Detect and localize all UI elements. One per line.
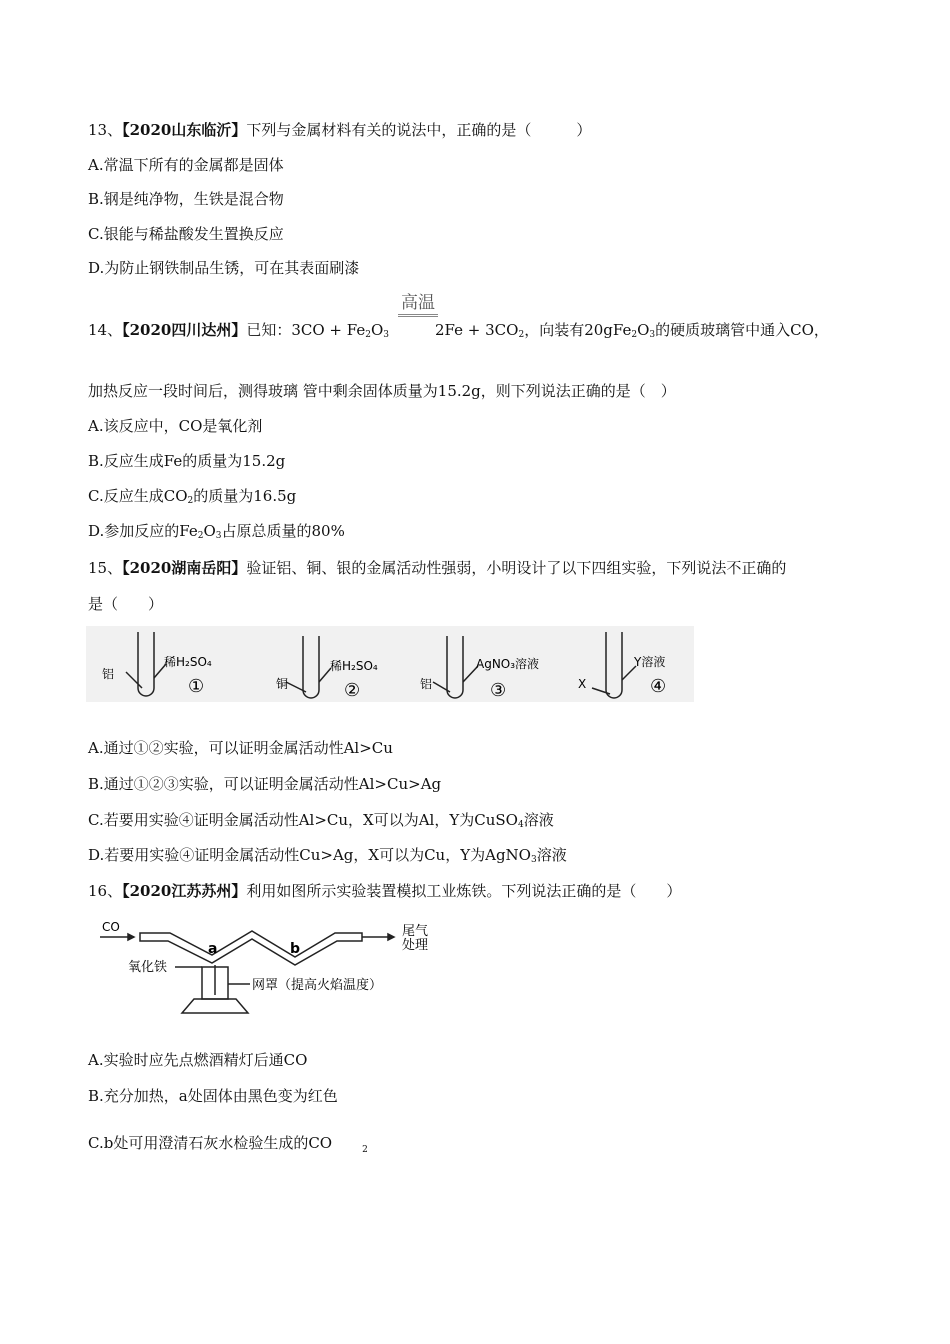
tube4-solution-label: Y溶液 bbox=[634, 655, 666, 669]
q13-option-c: C.银能与稀盐酸发生置换反应 bbox=[88, 225, 284, 243]
q15-stem-line2: 是（ ） bbox=[88, 595, 164, 613]
tube2-metal-label: 铜 bbox=[276, 677, 289, 691]
tube1-number: ① bbox=[188, 676, 205, 697]
mesh-label: 网罩（提高火焰温度） bbox=[252, 978, 383, 993]
tube3-number: ③ bbox=[490, 680, 507, 701]
tube1-metal-label: 铝 bbox=[102, 667, 115, 681]
point-a-label: a bbox=[208, 941, 218, 957]
q15-option-a: A.通过①②实验，可以证明金属活动性Al>Cu bbox=[88, 739, 393, 757]
q15-option-b: B.通过①②③实验，可以证明金属活动性Al>Cu>Ag bbox=[88, 775, 442, 793]
q15-option-d: D.若要用实验④证明金属活动性Cu>Ag，X可以为Cu，Y为AgNO$_3$溶液 bbox=[88, 846, 567, 865]
test-tube-figure bbox=[86, 626, 694, 702]
q13-stem: 13、【2020山东临沂】下列与金属材料有关的说法中，正确的是（ ） bbox=[88, 121, 592, 139]
tube4-number: ④ bbox=[650, 676, 667, 697]
iron-oxide-label: 氧化铁 bbox=[128, 960, 168, 975]
q16-stem: 16、【2020江苏苏州】利用如图所示实验装置模拟工业炼铁。下列说法正确的是（ ） bbox=[88, 882, 682, 900]
co-inlet-label: CO bbox=[102, 920, 120, 934]
point-b-label: b bbox=[290, 941, 301, 957]
q16-option-a: A.实验时应先点燃酒精灯后通CO bbox=[88, 1051, 308, 1069]
q13-option-b: B.钢是纯净物，生铁是混合物 bbox=[88, 190, 284, 208]
q14-option-d: D.参加反应的$Fe_2O_3$占原总质量的80% bbox=[88, 522, 345, 541]
reaction-condition: 高温 bbox=[398, 292, 438, 317]
tube4-metal-label: X bbox=[578, 677, 587, 691]
q15-option-c: C.若要用实验④证明金属活动性Al>Cu，X可以为Al，Y为CuSO$_4$溶液 bbox=[88, 811, 554, 830]
ironmaking-apparatus-figure bbox=[90, 915, 450, 1020]
q14-option-c: C.反应生成$CO_2$的质量为16.5g bbox=[88, 487, 297, 506]
q14-option-b: B.反应生成Fe的质量为15.2g bbox=[88, 452, 286, 470]
q16-option-c: C.b处可用澄清石灰水检验生成的CO $_2$ bbox=[88, 1134, 368, 1155]
q13-option-d: D.为防止钢铁制品生锈，可在其表面刷漆 bbox=[88, 259, 360, 277]
q15-stem: 15、【2020湖南岳阳】验证铝、铜、银的金属活动性强弱，小明设计了以下四组实验，下列说法不正确的 bbox=[88, 559, 787, 577]
q16-option-b: B.充分加热，a处固体由黑色变为红色 bbox=[88, 1087, 338, 1105]
tube3-solution-label: AgNO₃溶液 bbox=[476, 657, 540, 671]
exhaust-label-1: 尾气 bbox=[402, 924, 429, 939]
q13-option-a: A.常温下所有的金属都是固体 bbox=[88, 156, 284, 174]
tube1-solution-label: 稀H₂SO₄ bbox=[164, 655, 212, 669]
tube2-number: ② bbox=[344, 680, 361, 701]
q14-stem: 14、【2020四川达州】已知：$3CO + Fe_2O_3$ $2Fe + 3CO_2$，向装有$20gFe_2O_3$的硬质玻璃管中通入CO， bbox=[88, 321, 829, 340]
exhaust-label-2: 处理 bbox=[402, 938, 429, 953]
q14-option-a: A.该反应中，CO是氧化剂 bbox=[88, 417, 263, 435]
q14-stem-line2: 加热反应一段时间后，测得玻璃 管中剩余固体质量为15.2g，则下列说法正确的是（ ） bbox=[88, 382, 676, 400]
tube3-metal-label: 铝 bbox=[420, 677, 433, 691]
tube2-solution-label: 稀H₂SO₄ bbox=[330, 659, 378, 673]
